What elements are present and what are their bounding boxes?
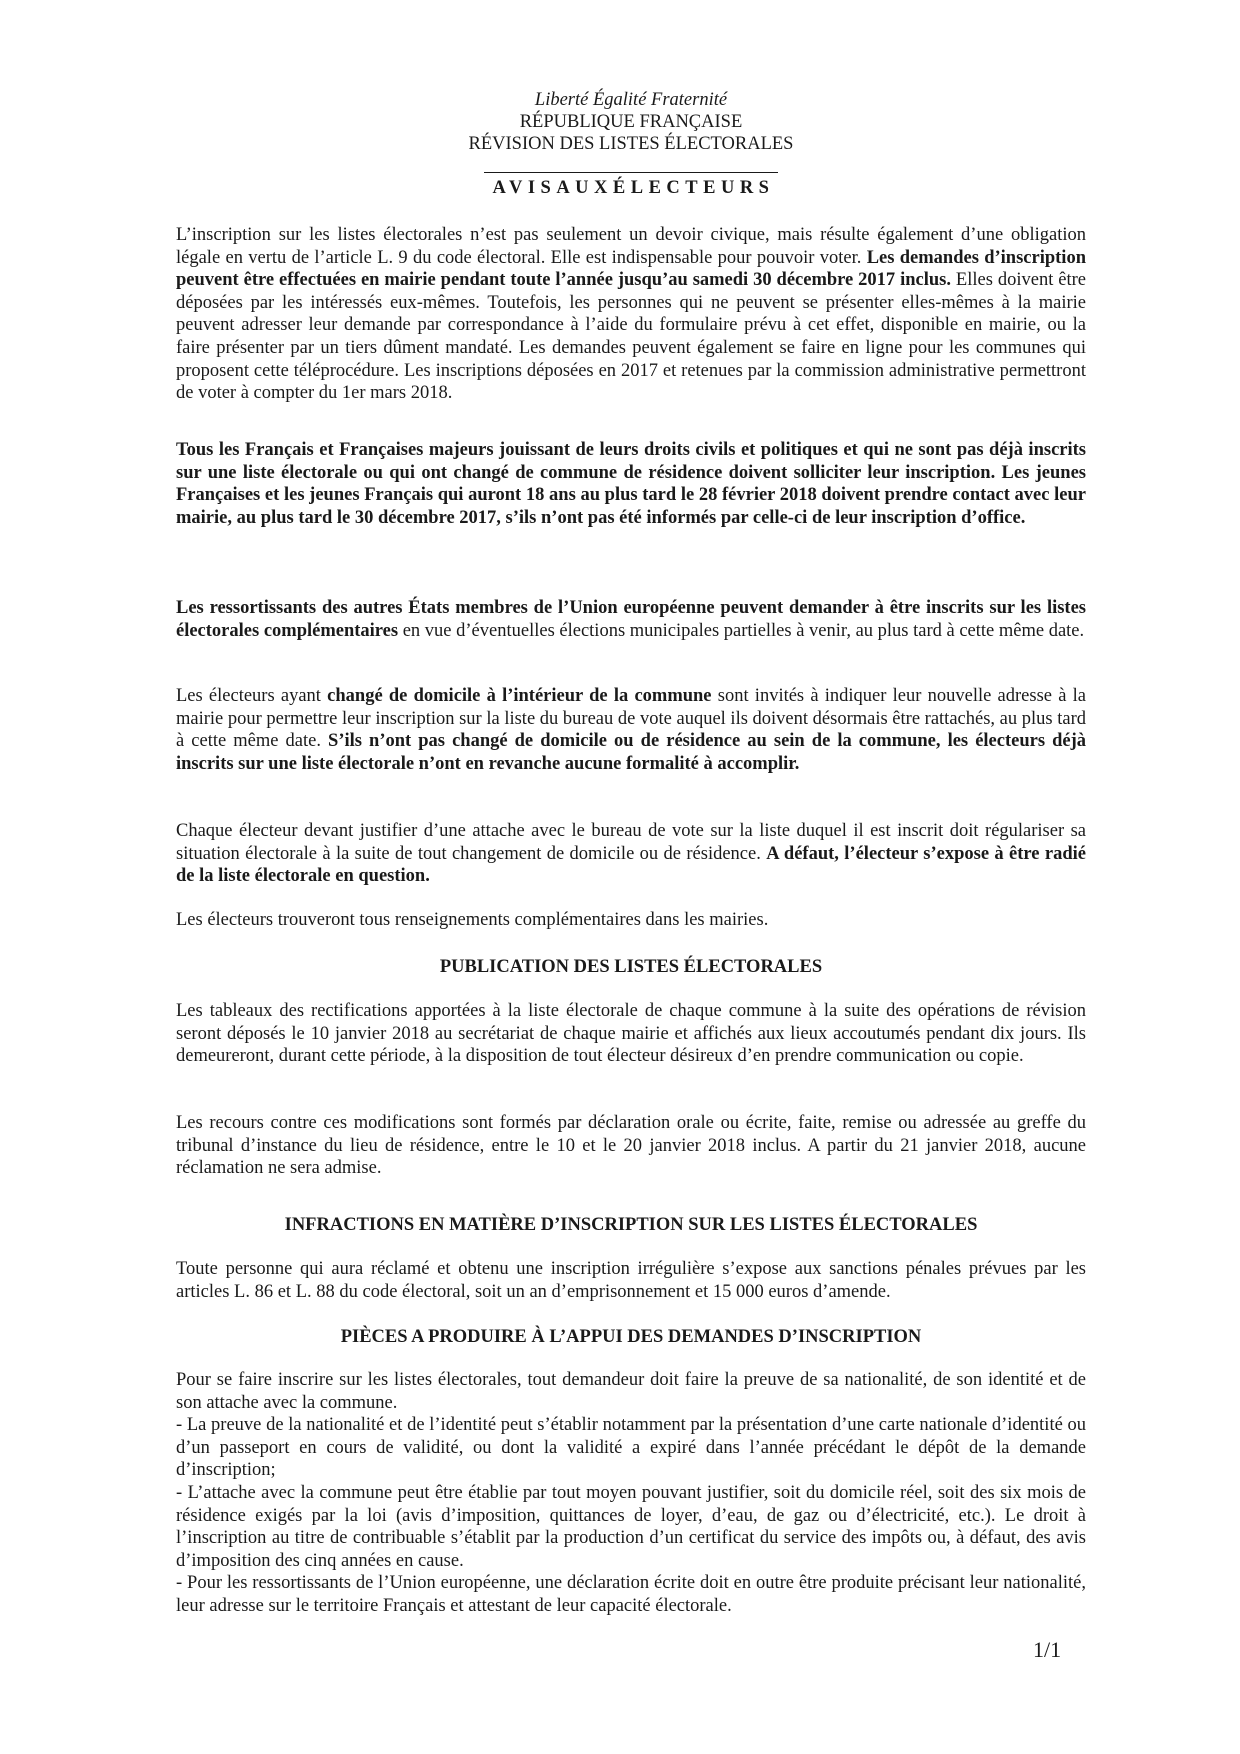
text-run: Les tableaux des rectifications apportées à la liste électorale de chaque commune à la suite des opérations de révision seront déposés le 10 janvier 2018 au secrétariat de chaque mairie et affichés aux lieux accoutumés pendant dix jours. Ils demeureront, durant cette période, à la disposition de tout électeur désireux d’en prendre communication ou copie. (176, 1001, 1086, 1067)
text-run: Toute personne qui aura réclamé et obtenu une inscription irrégulière s’expose aux sanctions pénales prévues par les articles L. 86 et L. 88 du code électoral, soit un an d’emprisonnement et 15 000 euros d’amende. (176, 1259, 1086, 1302)
publication-paragraph-2 (176, 1112, 1086, 1180)
text-run: L’inscription sur les listes électorales n’est pas seulement un devoir civique, mais résulte également d’une obligation légale en vertu de l’article L. 9 du code électoral. Elle est indispensable pour pouvoir voter. (176, 225, 1086, 268)
pieces-item-nationality: - La preuve de la nationalité et de l’identité peut s’établir notamment par la présentation d’une carte nationale d’identité ou d’un passeport en cours de validité, ou dont la validité a expiré dans l’année précédant le dépôt de la demande d’inscription; (176, 1415, 1086, 1481)
intro-paragraph-3 (176, 597, 1086, 642)
text-run: Chaque électeur devant justifier d’une attache avec le bureau de vote sur la liste duquel il est inscrit doit régulariser sa situation électorale à la suite de tout changement de domicile ou de résidence. (176, 821, 1086, 864)
pieces-item-attachment: - L’attache avec la commune peut être établie par tout moyen pouvant justifier, soit du domicile réel, soit des six mois de résidence exigés par la loi (avis d’imposition, quittances de loyer, d’eau, de gaz ou d’électricité, etc.). Le droit à l’inscription au titre de contribuable s’établit par la production d’un certificat du service des impôts ou, à défaut, des avis d’imposition des cinq années en cause. (176, 1482, 1086, 1571)
text-run: Les électeurs ayant (176, 686, 328, 706)
republic-motto: Liberté Égalité Fraternité (534, 90, 728, 110)
pieces-heading: PIÈCES A PRODUIRE À L’APPUI DES DEMANDES D’INSCRIPTION (340, 1327, 922, 1347)
pieces-list (176, 1369, 1086, 1618)
publication-paragraph-1 (176, 1000, 1086, 1068)
bold-run: S’ils n’ont pas changé de domicile ou de résidence au sein de la commune, les électeurs déjà inscrits sur une liste électorale n’ont en revanche aucune formalité à accomplir. (176, 731, 1087, 774)
page-number: 1/1 (1033, 1637, 1062, 1662)
republic-name: RÉPUBLIQUE FRANÇAISE (519, 112, 743, 132)
pieces-item-eu-citizens: - Pour les ressortissants de l’Union européenne, une déclaration écrite doit en outre être produite précisant leur nationalité, leur adresse sur le territoire Français et attestant de leur capacité électorale. (176, 1573, 1086, 1616)
pieces-intro: Pour se faire inscrire sur les listes électorales, tout demandeur doit faire la preuve de sa nationalité, de son identité et de son attache avec la commune. (176, 1370, 1086, 1413)
notice-title (176, 172, 1086, 201)
intro-paragraph-5 (176, 820, 1086, 888)
intro-paragraph-4 (176, 685, 1086, 775)
publication-heading: PUBLICATION DES LISTES ÉLECTORALES (439, 957, 823, 977)
intro-paragraph-6 (176, 909, 1086, 932)
text-run: Elles doivent être déposées par les intéressés eux-mêmes. Toutefois, les personnes qui ne peuvent se présenter elles-mêmes à la mairie peuvent adresser leur demande par correspondance à l’aide du formulaire prévu à cet effet, disponible en mairie, ou la faire présenter par un tiers dûment mandaté. Les demandes peuvent également se faire en ligne pour les communes qui proposent cette téléprocédure. Les inscriptions déposées en 2017 et retenues par la commission administrative permettront de voter à compter du 1er mars 2018. (176, 270, 1086, 404)
text-run: Les électeurs trouveront tous renseignements complémentaires dans les mairies. (176, 910, 769, 930)
text-run: Les recours contre ces modifications sont formés par déclaration orale ou écrite, faite, remise ou adressée au greffe du tribunal d’instance du lieu de résidence, entre le 10 et le 20 janvier 2018 inclus. A partir du 21 janvier 2018, aucune réclamation ne sera admise. (176, 1113, 1086, 1179)
notice-title-text: AVISAUXÉLECTEURS (484, 172, 779, 201)
bold-run: changé de domicile à l’intérieur de la commune (327, 686, 712, 706)
infractions-heading: INFRACTIONS EN MATIÈRE D’INSCRIPTION SUR LES LISTES ÉLECTORALES (284, 1215, 978, 1235)
intro-paragraph-2 (176, 439, 1086, 529)
bold-run: A défaut, l’électeur s’expose à être radié de la liste électorale en question. (176, 843, 1086, 887)
text-run: sont invités à indiquer leur nouvelle adresse à la mairie pour permettre leur inscription sur la liste du bureau de vote auquel ils doivent désormais être rattachés, au plus tard à cette même date. (176, 686, 1086, 752)
infractions-paragraph (176, 1258, 1086, 1303)
bold-run: Tous les Français et Françaises majeurs jouissant de leurs droits civils et politiques et qui ne sont pas déjà inscrits sur une liste électorale ou qui ont changé de commune de résidence doivent solliciter leur inscription. Les jeunes Françaises et les jeunes Français qui auront 18 ans au plus tard le 28 février 2018 doivent prendre contact avec leur mairie, au plus tard le 30 décembre 2017, s’ils n’ont pas été informés par celle-ci de leur inscription d’office. (176, 440, 1086, 528)
bold-run: Les demandes d’inscription peuvent être effectuées en mairie pendant toute l’année jusqu’au samedi 30 décembre 2017 inclus. (176, 247, 1086, 291)
text-run: en vue d’éventuelles élections municipales partielles à venir, au plus tard à cette même date. (398, 620, 1085, 641)
intro-paragraph-1 (176, 224, 1086, 405)
document-title: RÉVISION DES LISTES ÉLECTORALES (468, 134, 794, 154)
bold-run: Les ressortissants des autres États membres de l’Union européenne peuvent demander à être inscrits sur les listes électorales complémentaires (176, 598, 1086, 641)
